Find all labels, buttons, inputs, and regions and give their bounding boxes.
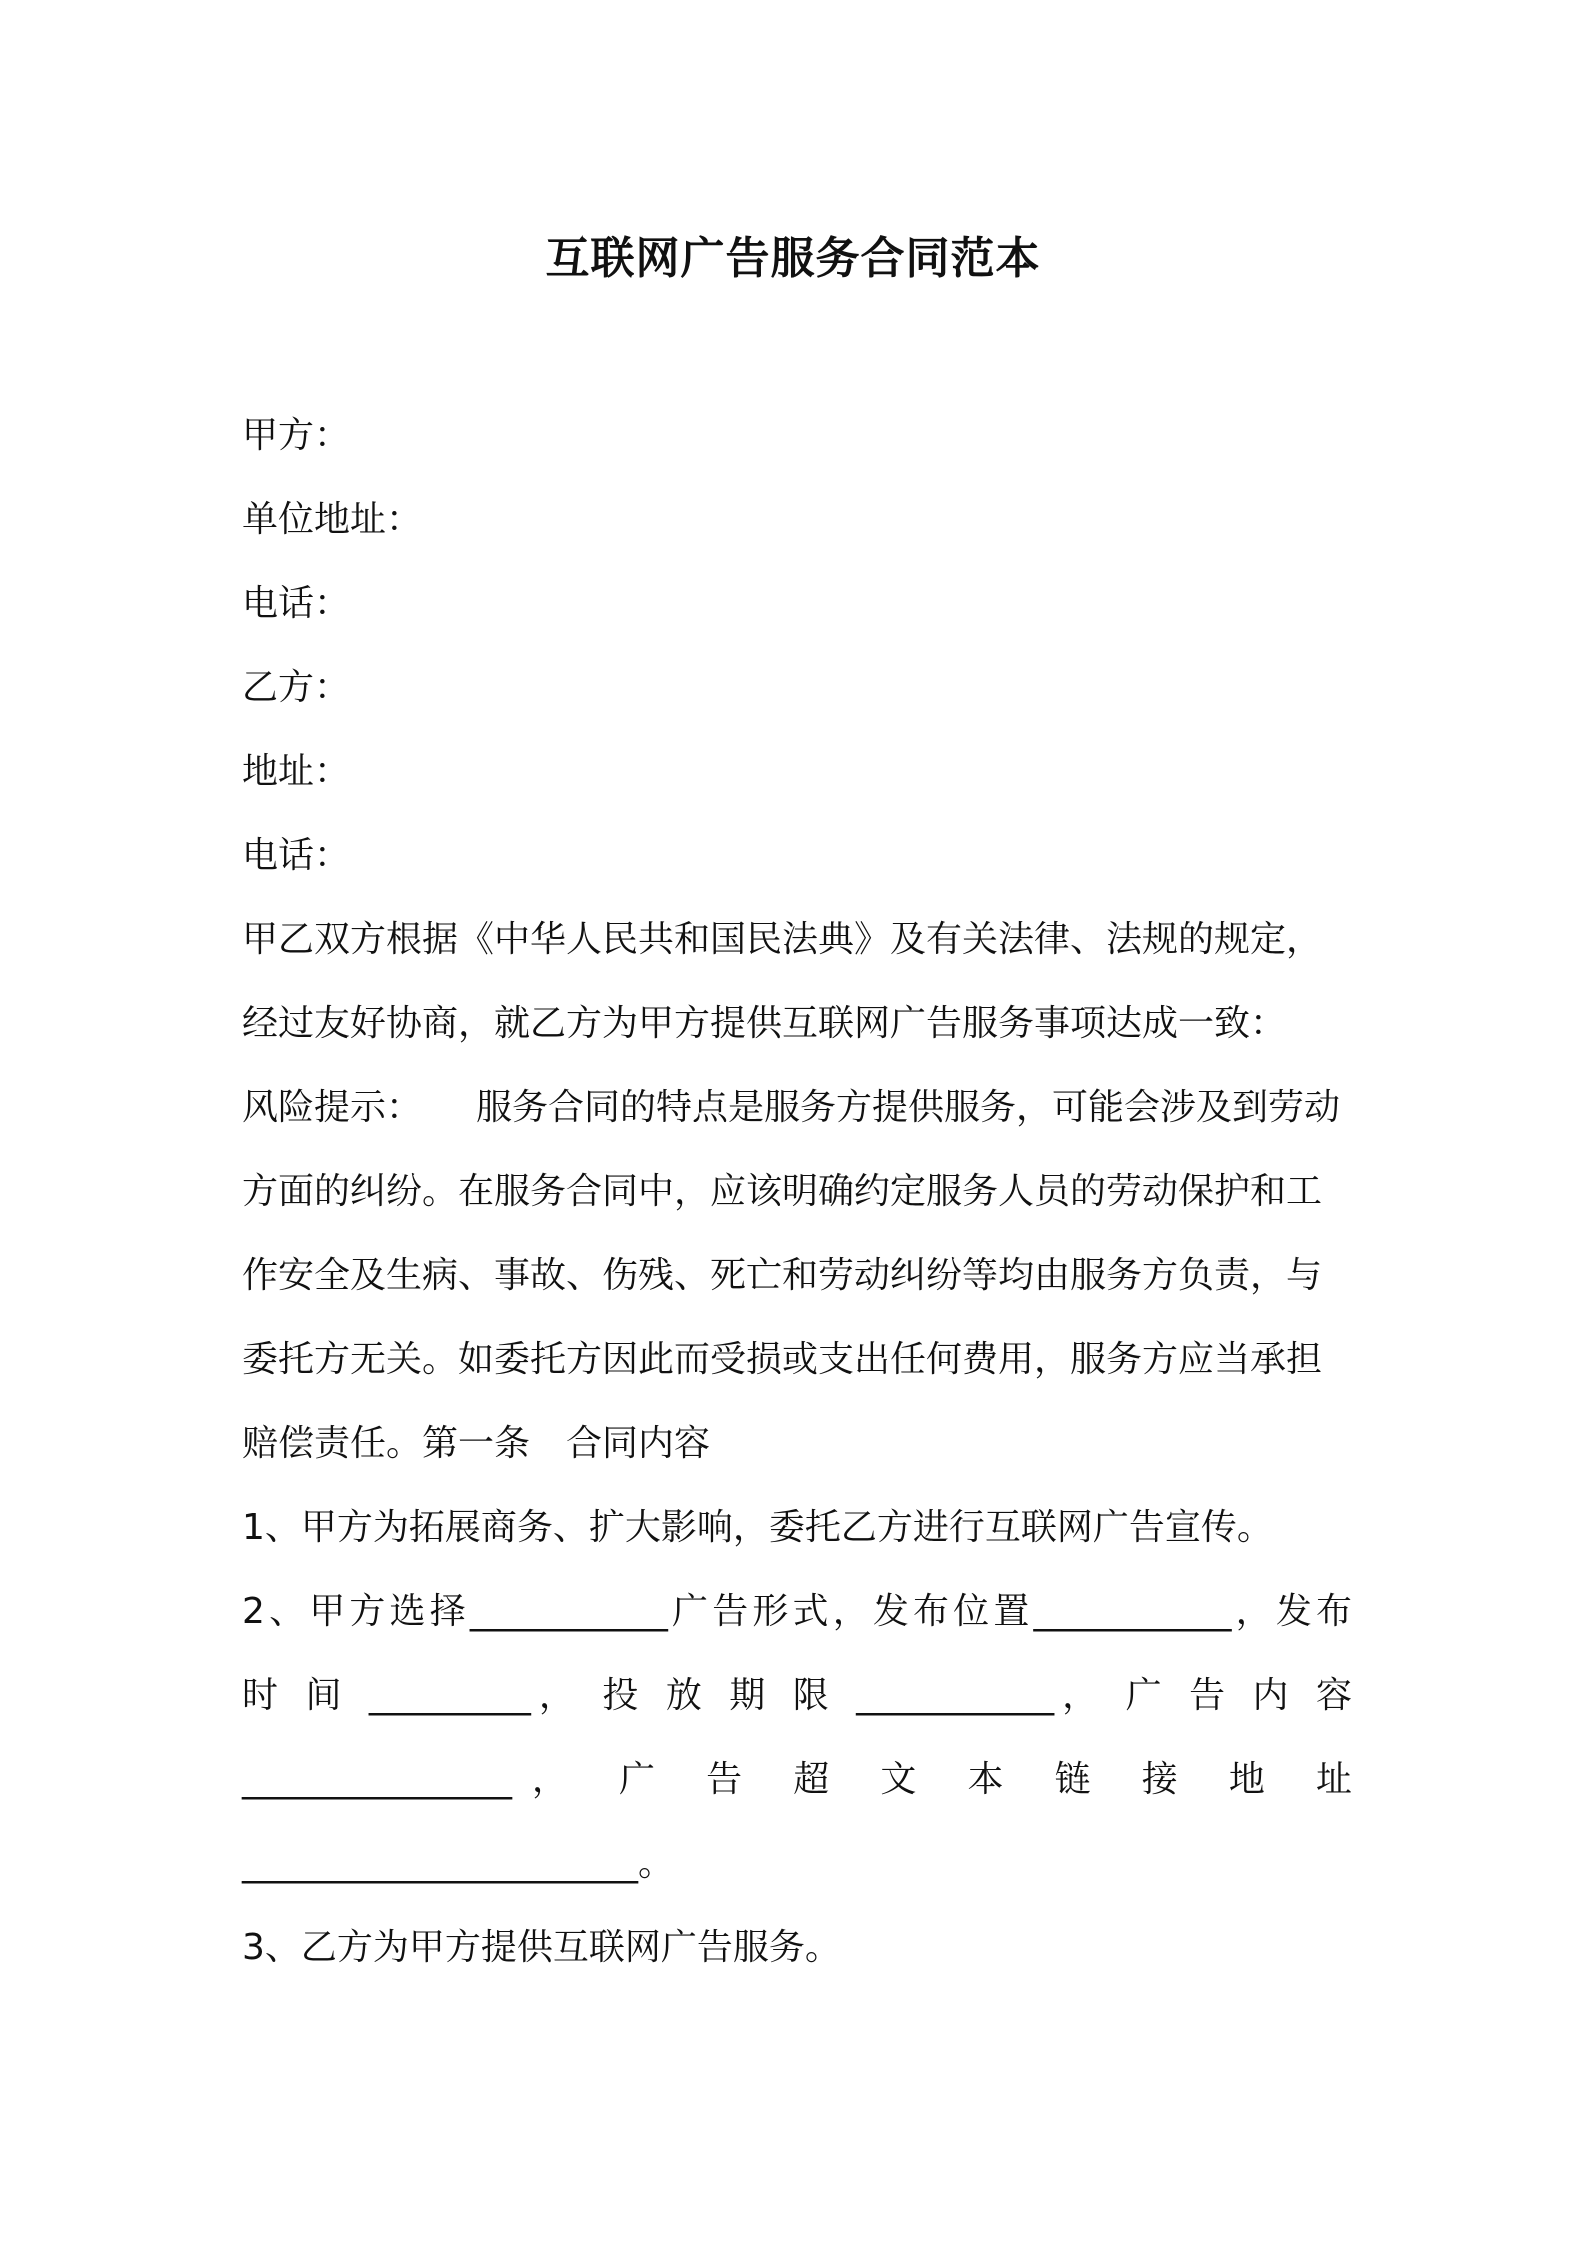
document-title: 互联网广告服务合同范本 — [545, 233, 1041, 284]
risk-line-2: 方面的纠纷。在服务合同中，应该明确约定服务人员的劳动保护和工 — [242, 1171, 1323, 1212]
risk-line-3: 作安全及生病、事故、伤残、死亡和劳动纠纷等均由服务方负责，与 — [242, 1255, 1323, 1296]
risk-text-1: 服务合同的特点是服务方提供服务，可能会涉及到劳动 — [476, 1087, 1341, 1128]
risk-line-5 — [242, 1418, 710, 1470]
clause-2-line-3: _______________， 广 告 超 文 本 链 接 地 址 — [242, 1759, 1352, 1800]
party-b-label: 乙方： — [242, 667, 351, 708]
risk-label: 风险提示： — [242, 1087, 423, 1128]
clause-2-line-2: 时 间 _________， 投 放 期 限 ___________， 广 告 内 容 — [242, 1675, 1352, 1716]
party-b-phone-label: 电话： — [242, 835, 351, 876]
clause-2-line-4: ______________________。 — [242, 1843, 674, 1884]
clause-1: 1、甲方为拓展商务、扩大影响，委托乙方进行互联网广告宣传。 — [242, 1507, 1273, 1548]
risk-line-1 — [242, 1082, 1340, 1134]
intro-line-2: 经过友好协商，就乙方为甲方提供互联网广告服务事项达成一致： — [242, 1003, 1287, 1044]
party-a-phone-label: 电话： — [242, 583, 351, 624]
risk-text-5: 赔偿责任。第一条 — [242, 1423, 531, 1464]
risk-line-4: 委托方无关。如委托方因此而受损或支出任何费用，服务方应当承担 — [242, 1339, 1323, 1380]
party-a-label: 甲方： — [242, 415, 351, 456]
party-b-address-label: 地址： — [242, 751, 351, 792]
party-a-address-label: 单位地址： — [242, 499, 423, 540]
intro-line-1: 甲乙双方根据《中华人民共和国民法典》及有关法律、法规的规定， — [242, 919, 1323, 960]
article-1-title: 合同内容 — [566, 1423, 711, 1464]
clause-2-line-1: 2、甲方选择___________广告形式，发布位置___________，发布 — [242, 1591, 1352, 1632]
clause-3: 3、乙方为甲方提供互联网广告服务。 — [242, 1927, 841, 1968]
